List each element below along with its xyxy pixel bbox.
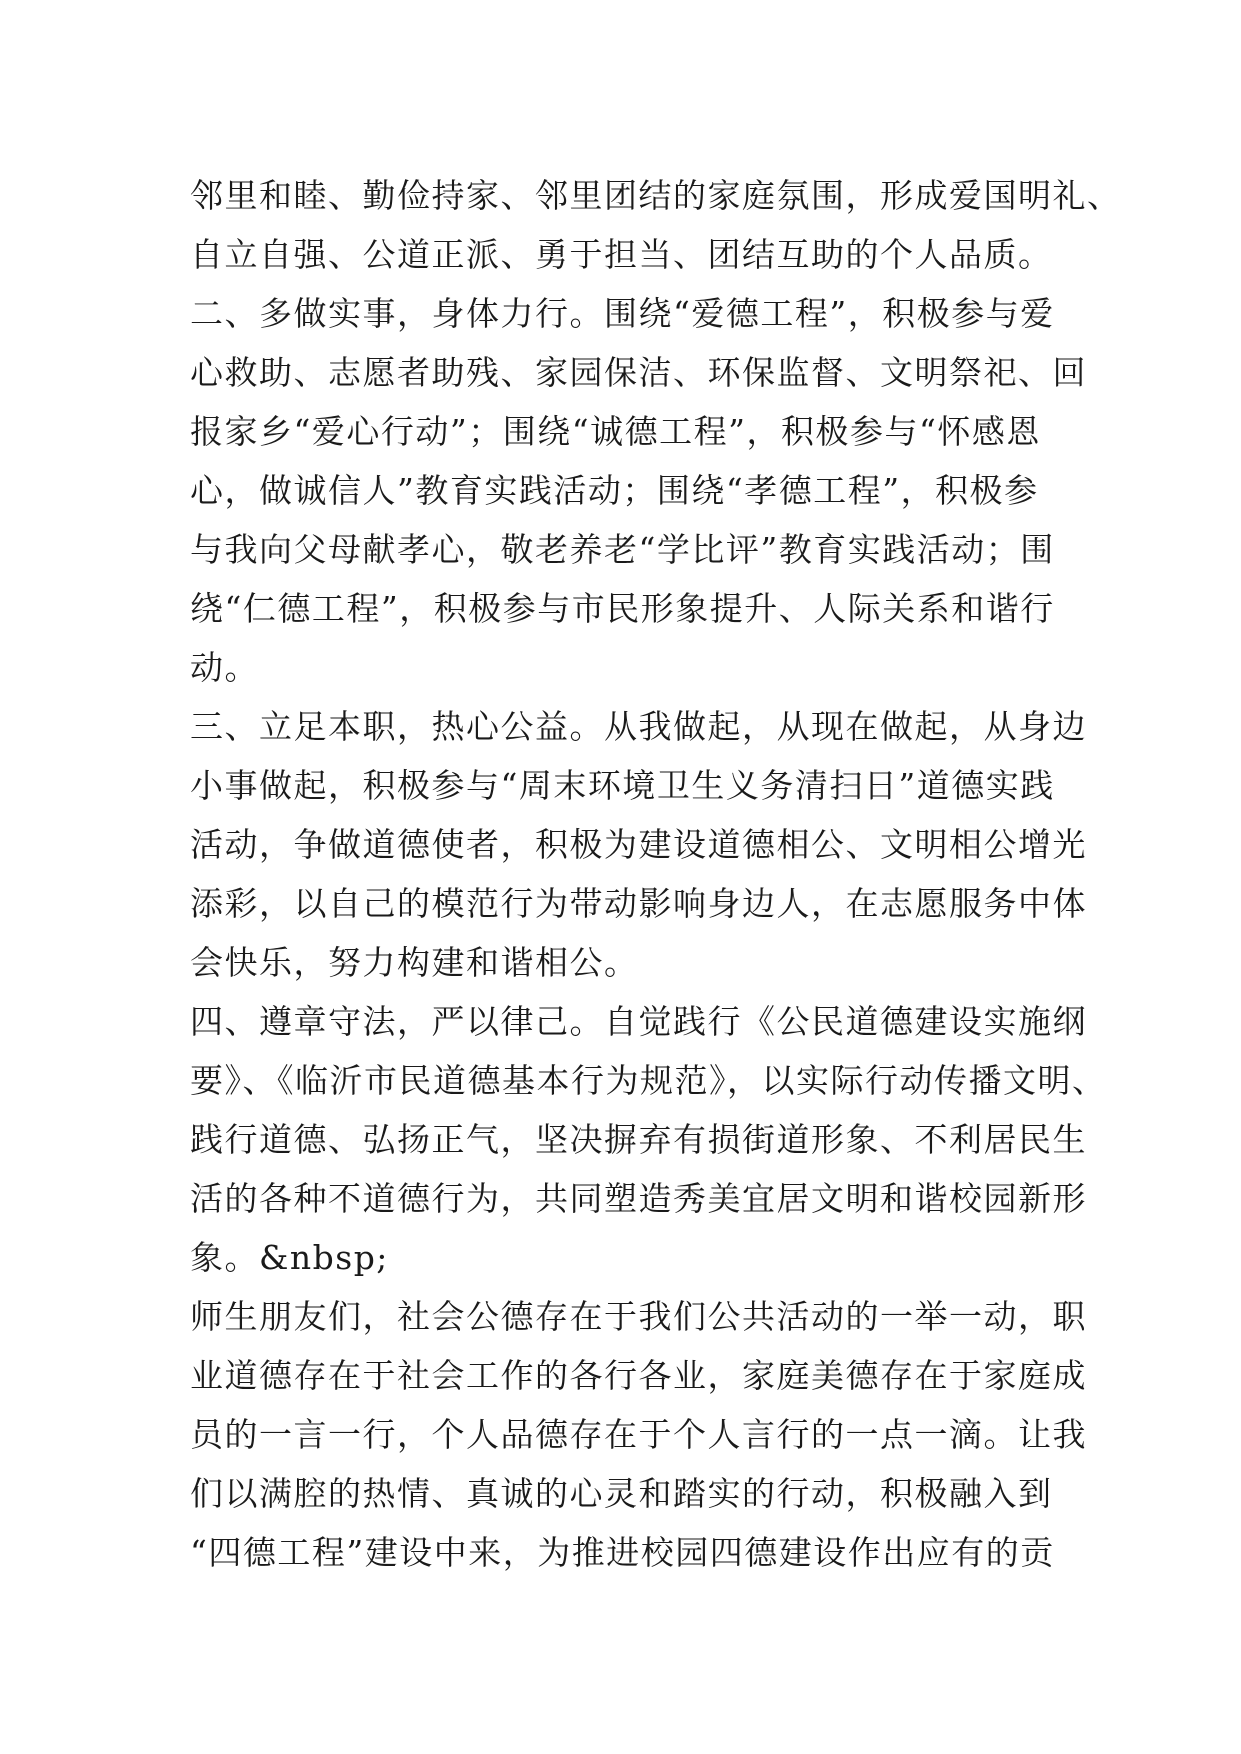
text-line: 绕“仁德工程”，积极参与市民形象提升、人际关系和谐行 bbox=[190, 589, 1055, 628]
text-line: 报家乡“爱心行动”；围绕“诚德工程”，积极参与“怀感恩 bbox=[190, 412, 1041, 451]
body-text bbox=[190, 166, 1122, 1582]
text-line: 象。&nbsp; bbox=[190, 1238, 389, 1277]
text-line: “四德工程”建设中来，为推进校园四德建设作出应有的贡 bbox=[190, 1533, 1055, 1572]
text-line: 二、多做实事，身体力行。围绕“爱德工程”，积极参与爱 bbox=[190, 294, 1055, 333]
text-line: 与我向父母献孝心，敬老养老“学比评”教育实践活动；围 bbox=[190, 530, 1055, 569]
text-line: 自立自强、公道正派、勇于担当、团结互助的个人品质。 bbox=[190, 235, 1053, 274]
text-line: 心，做诚信人”教育实践活动；围绕“孝德工程”，积极参 bbox=[190, 471, 1039, 510]
text-line: 会快乐，努力构建和谐相公。 bbox=[190, 943, 639, 982]
text-line: 要》、《临沂市民道德基本行为规范》，以实际行动传播文明、 bbox=[190, 1061, 1107, 1100]
text-line: 动。 bbox=[190, 648, 259, 687]
text-line: 添彩，以自己的模范行为带动影响身边人，在志愿服务中体 bbox=[190, 884, 1087, 923]
text-line: 邻里和睦、勤俭持家、邻里团结的家庭氛围，形成爱国明礼、 bbox=[190, 176, 1122, 215]
text-line: 业道德存在于社会工作的各行各业，家庭美德存在于家庭成 bbox=[190, 1356, 1087, 1395]
text-line: 员的一言一行，个人品德存在于个人言行的一点一滴。让我 bbox=[190, 1415, 1087, 1454]
text-line: 活的各种不道德行为，共同塑造秀美宜居文明和谐校园新形 bbox=[190, 1179, 1087, 1218]
text-line: 四、遵章守法，严以律己。自觉践行《公民道德建设实施纲 bbox=[190, 1002, 1087, 1041]
text-line: 践行道德、弘扬正气，坚决摒弃有损街道形象、不利居民生 bbox=[190, 1120, 1087, 1159]
text-line: 师生朋友们，社会公德存在于我们公共活动的一举一动，职 bbox=[190, 1297, 1087, 1336]
text-line: 三、立足本职，热心公益。从我做起，从现在做起，从身边 bbox=[190, 707, 1087, 746]
text-line: 们以满腔的热情、真诚的心灵和踏实的行动，积极融入到 bbox=[190, 1474, 1053, 1513]
text-line: 活动，争做道德使者，积极为建设道德相公、文明相公增光 bbox=[190, 825, 1087, 864]
text-line: 小事做起，积极参与“周末环境卫生义务清扫日”道德实践 bbox=[190, 766, 1055, 805]
text-line: 心救助、志愿者助残、家园保洁、环保监督、文明祭祀、回 bbox=[190, 353, 1087, 392]
